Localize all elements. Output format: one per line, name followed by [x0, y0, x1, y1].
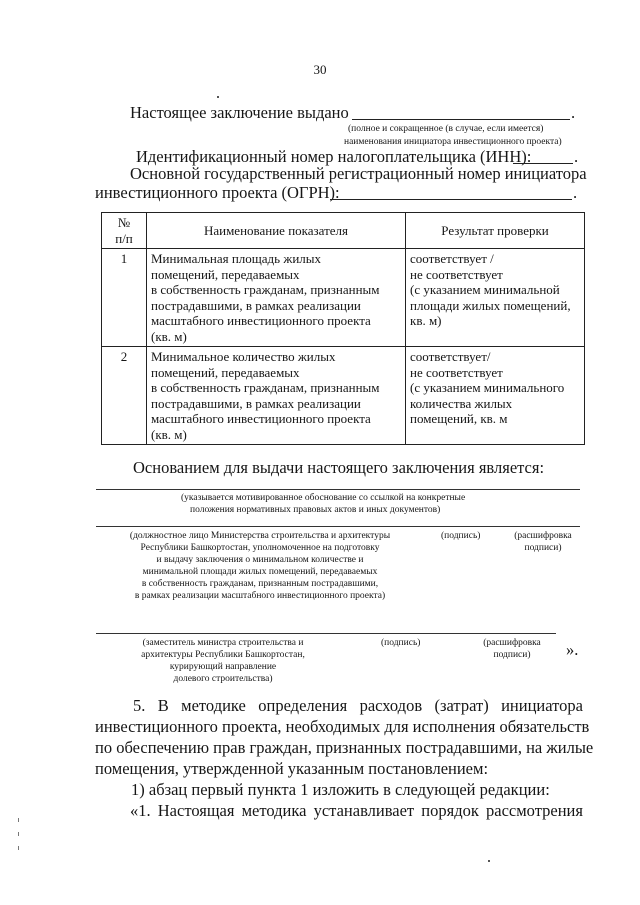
word: Настоящая — [157, 801, 235, 820]
ogrn-line-1: Основной государственный регистрационный номер инициатора — [130, 164, 587, 183]
cell-line: помещений, передаваемых — [151, 364, 300, 380]
scan-speck — [18, 818, 19, 822]
issued-blank — [352, 104, 570, 120]
table-row — [102, 347, 585, 445]
signature2-official — [118, 637, 328, 685]
ogrn-line-2: инвестиционного проекта (ОГРН): — [95, 183, 340, 202]
inn-label: Идентификационный номер налогоплательщика (ИНН): — [136, 147, 532, 166]
signature2-sign-label: (подпись) — [381, 638, 421, 648]
word: 5. — [133, 696, 146, 715]
scan-speck — [18, 846, 19, 850]
official-line: долевого строительства) — [173, 674, 273, 684]
inn-end: . — [574, 147, 579, 166]
header-name: Наименование показателя — [147, 213, 406, 249]
cell-line: Минимальная площадь жилых — [151, 251, 322, 266]
cell-line: (кв. м) — [151, 426, 187, 442]
word: «1. — [130, 801, 151, 820]
paragraph-5-line-3: по обеспечению прав граждан, признанных пострадавшими, на жилые — [95, 738, 594, 757]
signature1-decoding — [506, 530, 580, 554]
official-line: (заместитель министра строительства и — [142, 638, 304, 648]
signature2-rule — [96, 633, 556, 634]
official-line: (должностное лицо Министерства строительства и архитектуры — [129, 531, 391, 541]
decoding-line: (расшифровка — [483, 638, 541, 648]
official-line: в собственность гражданам, признанным пострадавшими, — [141, 579, 379, 589]
scan-speck — [18, 832, 19, 836]
word: расходов — [359, 696, 423, 715]
table-row — [102, 249, 585, 347]
cell-line: (с указанием минимальной — [410, 282, 560, 297]
cell-line: помещений, кв. м — [410, 411, 508, 426]
inn-blank — [513, 148, 573, 164]
paragraph-5-line-1 — [133, 696, 583, 716]
decoding-line: подписи) — [524, 543, 562, 553]
ogrn-end: . — [573, 183, 578, 202]
issued-label: Настоящее заключение выдано — [130, 103, 349, 122]
header-num — [102, 213, 147, 249]
row-result — [406, 347, 585, 445]
paragraph-5-line-2: инвестиционного проекта, необходимых для исполнения обязательств — [95, 717, 590, 736]
cell-line: в собственность гражданам, признанным — [151, 380, 380, 395]
results-table — [101, 212, 585, 445]
word: инициатора — [501, 696, 583, 715]
header-num-line-2: п/п — [115, 230, 133, 246]
quote-line — [130, 801, 583, 821]
scan-speck — [488, 860, 490, 862]
issued-end: . — [571, 103, 576, 122]
cell-line: не соответствует — [410, 266, 503, 282]
decoding-line: подписи) — [493, 650, 531, 660]
item-1: 1) абзац первый пункта 1 изложить в следующей редакции: — [131, 780, 550, 799]
official-line: минимальной площади жилых помещений, передаваемых — [142, 567, 378, 577]
cell-line: площади жилых помещений, — [410, 297, 571, 313]
cell-line: не соответствует — [410, 364, 503, 380]
official-line: Республики Башкортостан, уполномоченное на подготовку — [140, 543, 380, 553]
cell-line: кв. м) — [410, 313, 442, 328]
basis-rule — [96, 489, 580, 490]
cell-line: масштабного инвестиционного проекта — [151, 411, 371, 426]
row-number: 1 — [102, 249, 147, 347]
official-line: в рамках реализации масштабного инвестиционного проекта) — [134, 591, 386, 601]
signature2-decoding — [474, 637, 550, 661]
cell-line: в собственность гражданам, признанным — [151, 282, 380, 297]
row-result — [406, 249, 585, 347]
table-header-row — [102, 213, 585, 249]
row-indicator — [147, 347, 406, 445]
word: (затрат) — [434, 696, 489, 715]
cell-line: масштабного инвестиционного проекта — [151, 313, 371, 328]
cell-line: соответствует/ — [410, 349, 491, 364]
signature1-rule — [96, 526, 580, 527]
cell-line: (с указанием минимального — [410, 380, 565, 395]
cell-line: (кв. м) — [151, 328, 187, 344]
page-number: 30 — [313, 62, 327, 77]
word: рассмотрения — [486, 801, 583, 820]
closing-quote: ». — [566, 640, 579, 659]
cell-line: соответствует / — [410, 251, 494, 266]
header-num-line-1: № — [117, 215, 131, 230]
row-number: 2 — [102, 347, 147, 445]
word: методика — [241, 801, 307, 820]
basis-note-1: (указывается мотивированное обоснование со ссылкой на конкретные — [181, 493, 466, 503]
signature1-official — [110, 530, 410, 602]
word: определения — [258, 696, 348, 715]
cell-line: количества жилых — [410, 395, 513, 411]
paragraph-5-line-4: помещения, утвержденной указанным постановлением: — [95, 759, 489, 778]
scan-speck — [217, 96, 219, 98]
official-line: курирующий направление — [169, 662, 277, 672]
decoding-line: (расшифровка — [514, 531, 572, 541]
header-result: Результат проверки — [406, 213, 585, 249]
basis-note-2: положения нормативных правовых актов и иных документов) — [190, 505, 441, 515]
issued-note-2: наименования инициатора инвестиционного проекта) — [344, 137, 562, 147]
official-line: архитектуры Республики Башкортостан, — [141, 650, 305, 660]
basis-title: Основанием для выдачи настоящего заключения является: — [133, 458, 545, 477]
word: порядок — [421, 801, 479, 820]
cell-line: Минимальное количество жилых — [151, 349, 336, 364]
word: устанавливает — [313, 801, 415, 820]
cell-line: пострадавшими, в рамках реализации — [151, 395, 361, 411]
ogrn-blank — [330, 184, 572, 200]
cell-line: пострадавшими, в рамках реализации — [151, 297, 361, 313]
row-indicator — [147, 249, 406, 347]
cell-line: помещений, передаваемых — [151, 266, 300, 282]
word: методике — [181, 696, 246, 715]
issued-note-1: (полное и сокращенное (в случае, если имеется) — [348, 124, 544, 134]
signature1-sign-label: (подпись) — [441, 531, 481, 541]
official-line: и выдачу заключения о минимальном количестве и — [156, 555, 364, 565]
word: В — [157, 696, 169, 715]
